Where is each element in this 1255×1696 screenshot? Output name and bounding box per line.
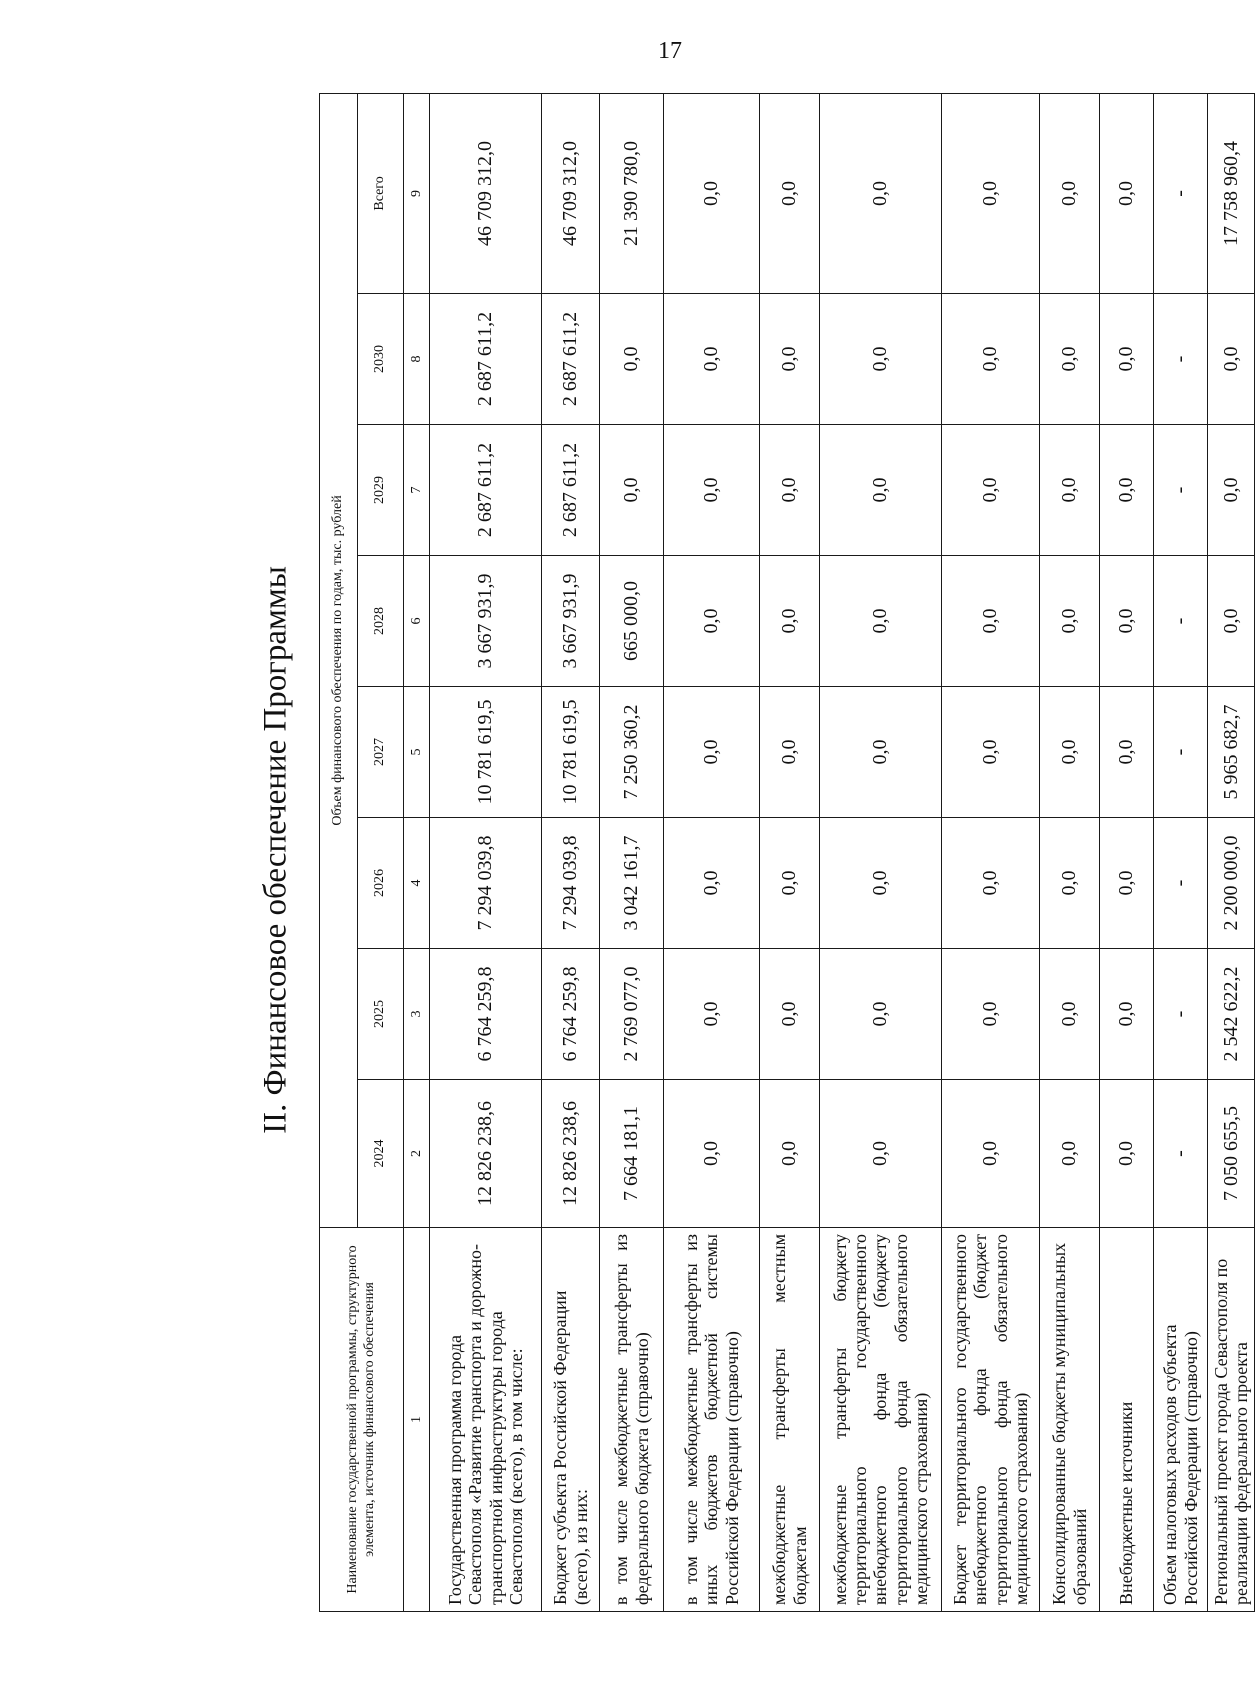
row-total-value: 46 709 312,0 (542, 93, 600, 293)
row-year-value: 7 250 360,2 (600, 687, 664, 818)
row-year-value: 0,0 (664, 1080, 760, 1228)
row-year-value: 7 664 181,1 (600, 1080, 664, 1228)
financing-table-container (319, 94, 1252, 1612)
row-year-value: 6 764 259,8 (430, 949, 542, 1080)
page-number: 17 (658, 38, 682, 64)
year-header: 2030 (358, 294, 404, 425)
row-year-value: 0,0 (1100, 294, 1154, 425)
row-year-value: - (1154, 1080, 1208, 1228)
row-year-value: - (1154, 818, 1208, 949)
table-row (600, 93, 664, 1611)
row-year-value: 0,0 (664, 556, 760, 687)
column-index-row (404, 93, 430, 1611)
row-year-value: - (1154, 294, 1208, 425)
row-year-value: 0,0 (1040, 818, 1100, 949)
row-label: Бюджет субъекта Российской Федерации (всего), из них: (542, 1228, 600, 1612)
row-year-value: 0,0 (820, 556, 942, 687)
table-row (1154, 93, 1208, 1611)
row-label: Государственная программа города Севастополя «Развитие транспорта и дорожно-транспортной инфраструктуры города Севастополя (всего), в том числе: (430, 1228, 542, 1612)
row-year-value: 0,0 (1040, 294, 1100, 425)
row-year-value: 0,0 (942, 1080, 1040, 1228)
row-year-value: 0,0 (942, 294, 1040, 425)
row-year-value: 6 764 259,8 (542, 949, 600, 1080)
row-total-value: 21 390 780,0 (600, 93, 664, 293)
row-year-value: - (1154, 556, 1208, 687)
column-index: 1 (404, 1228, 430, 1612)
row-label: Консолидированные бюджеты муниципальных образований (1040, 1228, 1100, 1612)
row-year-value: - (1154, 687, 1208, 818)
row-year-value: 0,0 (1040, 556, 1100, 687)
row-total-value: - (1154, 93, 1208, 293)
row-year-value: 0,0 (760, 1080, 820, 1228)
row-year-value: 0,0 (760, 687, 820, 818)
row-year-value: 2 687 611,2 (430, 425, 542, 556)
row-year-value: 0,0 (1040, 425, 1100, 556)
row-year-value: 3 667 931,9 (430, 556, 542, 687)
row-year-value: 0,0 (820, 425, 942, 556)
row-year-value: 0,0 (1100, 687, 1154, 818)
row-year-value: 0,0 (820, 294, 942, 425)
table-row (1208, 93, 1255, 1611)
row-year-value: 0,0 (942, 425, 1040, 556)
row-year-value: 0,0 (760, 818, 820, 949)
row-year-value: 0,0 (600, 425, 664, 556)
row-total-value: 0,0 (820, 93, 942, 293)
row-label: межбюджетные трансферты бюджету территориального государственного внебюджетного фонда (бюджету территориального фонда обязательного медицинского страхования) (820, 1228, 942, 1612)
row-total-value: 0,0 (1100, 93, 1154, 293)
row-year-value: 0,0 (760, 425, 820, 556)
row-total-value: 0,0 (1040, 93, 1100, 293)
row-year-value: 0,0 (942, 556, 1040, 687)
row-year-value: 0,0 (664, 818, 760, 949)
row-label: межбюджетные трансферты местным бюджетам (760, 1228, 820, 1612)
year-header: 2024 (358, 1080, 404, 1228)
row-year-value: 0,0 (1100, 1080, 1154, 1228)
column-index: 2 (404, 1080, 430, 1228)
table-row (1040, 93, 1100, 1611)
total-header: Всего (358, 93, 404, 293)
table-row (820, 93, 942, 1611)
row-year-value: 2 200 000,0 (1208, 818, 1255, 949)
row-year-value: 12 826 238,6 (430, 1080, 542, 1228)
year-header: 2029 (358, 425, 404, 556)
row-year-value: 12 826 238,6 (542, 1080, 600, 1228)
row-year-value: 0,0 (1100, 425, 1154, 556)
year-header: 2027 (358, 687, 404, 818)
row-year-value: 0,0 (1100, 556, 1154, 687)
funding-group-header: Объем финансового обеспечения по годам, тыс. рублей (320, 93, 358, 1227)
row-year-value: 2 542 622,2 (1208, 949, 1255, 1080)
row-year-value: 7 050 655,5 (1208, 1080, 1255, 1228)
row-label: Региональный проект города Севастополя по реализации федерального проекта (1208, 1228, 1255, 1612)
table-row (542, 93, 600, 1611)
row-year-value: 0,0 (664, 425, 760, 556)
row-year-value: 0,0 (1100, 949, 1154, 1080)
row-total-value: 0,0 (942, 93, 1040, 293)
row-label: Внебюджетные источники (1100, 1228, 1154, 1612)
year-header: 2028 (358, 556, 404, 687)
row-total-value: 0,0 (664, 93, 760, 293)
row-total-value: 46 709 312,0 (430, 93, 542, 293)
table-row (664, 93, 760, 1611)
row-year-value: 0,0 (942, 687, 1040, 818)
financing-table (319, 93, 1255, 1612)
row-label: Объем налоговых расходов субъекта Российской Федерации (справочно) (1154, 1228, 1208, 1612)
row-year-value: 7 294 039,8 (542, 818, 600, 949)
table-row (430, 93, 542, 1611)
row-year-value: 0,0 (942, 949, 1040, 1080)
row-year-value: 0,0 (760, 556, 820, 687)
row-year-value: 0,0 (820, 818, 942, 949)
column-index: 4 (404, 818, 430, 949)
row-year-value: 2 687 611,2 (542, 294, 600, 425)
row-year-value: 0,0 (664, 294, 760, 425)
row-year-value: 0,0 (1100, 818, 1154, 949)
row-year-value: 0,0 (820, 1080, 942, 1228)
row-year-value: 0,0 (664, 687, 760, 818)
column-index: 8 (404, 294, 430, 425)
row-year-value: 0,0 (1040, 949, 1100, 1080)
row-year-value: 2 687 611,2 (430, 294, 542, 425)
row-label: в том числе межбюджетные трансферты из федерального бюджета (справочно) (600, 1228, 664, 1612)
page-title: II. Финансовое обеспечение Программы (257, 566, 294, 1134)
row-total-value: 17 758 960,4 (1208, 93, 1255, 293)
row-year-value: 2 769 077,0 (600, 949, 664, 1080)
row-year-value: 665 000,0 (600, 556, 664, 687)
row-year-value: 0,0 (1208, 294, 1255, 425)
row-year-value: 0,0 (1040, 687, 1100, 818)
row-total-value: 0,0 (760, 93, 820, 293)
row-year-value: - (1154, 425, 1208, 556)
column-index: 9 (404, 93, 430, 293)
row-year-value: 0,0 (942, 818, 1040, 949)
row-year-value: 10 781 619,5 (430, 687, 542, 818)
row-year-value: 0,0 (1040, 1080, 1100, 1228)
table-row (760, 93, 820, 1611)
column-index: 6 (404, 556, 430, 687)
row-label: в том числе межбюджетные трансферты из иных бюджетов бюджетной системы Российской Федерации (справочно) (664, 1228, 760, 1612)
table-row (942, 93, 1040, 1611)
row-year-value: 0,0 (1208, 425, 1255, 556)
table-row (1100, 93, 1154, 1611)
row-year-value: 0,0 (760, 294, 820, 425)
column-index: 3 (404, 949, 430, 1080)
row-label: Бюджет территориального государственного внебюджетного фонда (бюджет территориального фонда обязательного медицинского страхования) (942, 1228, 1040, 1612)
name-column-header: Наименование государственной программы, структурного элемента, источник финансового обеспечения (320, 1228, 404, 1612)
row-year-value: 5 965 682,7 (1208, 687, 1255, 818)
row-year-value: 0,0 (820, 687, 942, 818)
row-year-value: 3 667 931,9 (542, 556, 600, 687)
column-index: 5 (404, 687, 430, 818)
row-year-value: 0,0 (820, 949, 942, 1080)
row-year-value: 2 687 611,2 (542, 425, 600, 556)
row-year-value: 0,0 (664, 949, 760, 1080)
row-year-value: 7 294 039,8 (430, 818, 542, 949)
row-year-value: - (1154, 949, 1208, 1080)
row-year-value: 10 781 619,5 (542, 687, 600, 818)
row-year-value: 0,0 (600, 294, 664, 425)
row-year-value: 0,0 (760, 949, 820, 1080)
row-year-value: 0,0 (1208, 556, 1255, 687)
column-index: 7 (404, 425, 430, 556)
year-header: 2025 (358, 949, 404, 1080)
year-header: 2026 (358, 818, 404, 949)
row-year-value: 3 042 161,7 (600, 818, 664, 949)
